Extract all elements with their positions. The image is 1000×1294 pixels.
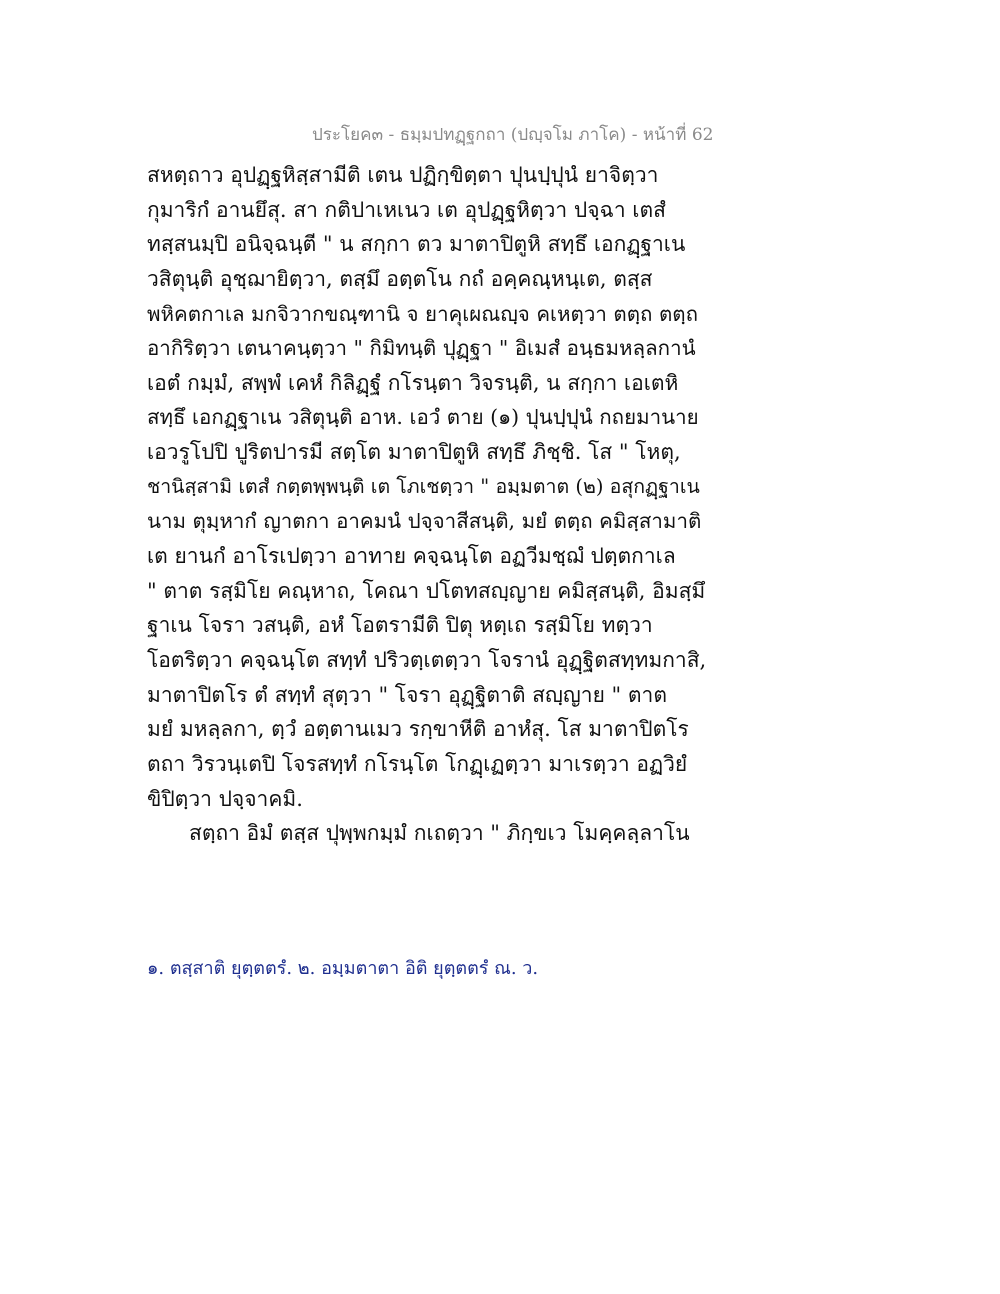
text-line: สหตฺถาว อุปฏฺฐหิสฺสามีติ เตน ปฏิกฺขิตฺตา ปุนปฺปุนํ ยาจิตฺวา: [147, 163, 659, 187]
text-line: สทฺธึ เอกฏฺฐาเน วสิตุนฺติ อาห. เอวํ ตาย (๑) ปุนปฺปุนํ กถยมานาย: [147, 405, 699, 430]
text-line: อากิริตฺวา เตนาคนฺตฺวา " กิมิทนฺติ ปุฏฺฐา " อิเมสํ อนฺธมหลฺลกานํ: [147, 336, 696, 361]
text-line: ทสฺสนมฺปิ อนิจฺฉนฺตี " น สกฺกา ตว มาตาปิตูหิ สทฺธึ เอกฏฺฐาเน: [147, 232, 686, 257]
text-line: " ตาต รสฺมิโย คณฺหาถ, โคณา ปโตทสญฺญาย คมิสฺสนฺติ, อิมสฺมึ: [147, 578, 706, 603]
text-line: เอวรูโปปิ ปูริตปารมี สตฺโต มาตาปิตูหิ สทฺธึ ภิชฺชิ. โส " โหตุ,: [147, 440, 681, 465]
footnote: ๑. ตสฺสาติ ยุตฺตตรํ. ๒. อมฺมตาตา อิติ ยุตฺตตรํ ณ. ว.: [147, 958, 539, 979]
text-line: ฐาเน โจรา วสนฺติ, อหํ โอตรามีติ ปิตุ หตฺเถ รสฺมิโย ทตฺวา: [147, 613, 653, 638]
body-text: [147, 158, 707, 851]
text-line: กุมาริกํ อานยึสุ. สา กติปาเหเนว เต อุปฏฺฐหิตฺวา ปจฺฉา เตสํ: [147, 197, 666, 222]
text-line: ชานิสฺสามิ เตสํ กตฺตพฺพนฺติ เต โภเชตฺวา " อมฺมตาต (๒) อสุกฏฺฐาเน: [147, 474, 700, 498]
text-line: มยํ มหลฺลกา, ตฺวํ อตฺตานเมว รกฺขาหีติ อาหํสุ. โส มาตาปิตโร: [147, 717, 689, 742]
text-line: วสิตุนฺติ อุชฺฌายิตฺวา, ตสฺมึ อตฺตโน กถํ อคฺคณฺหนฺเต, ตสฺส: [147, 266, 653, 291]
text-line: โอตริตฺวา คจฺฉนฺโต สทฺทํ ปริวตฺเตตฺวา โจรานํ อุฏฺฐิตสทฺทมกาสิ,: [147, 647, 707, 672]
text-line: พหิคตกาเล มกจิวากขณฺฑานิ จ ยาคุเผณญฺจ คเหตฺวา ตตฺถ ตตฺถ: [147, 301, 698, 326]
text-line: ขิปิตฺวา ปจฺจาคมิ.: [147, 786, 303, 811]
text-line: เต ยานกํ อาโรเปตฺวา อาทาย คจฺฉนฺโต อฏวีมชฺฌํ ปตฺตกาเล: [147, 544, 676, 569]
text-line: ตถา วิรวนฺเตปิ โจรสทฺทํ กโรนฺโต โกฏฺเฏตฺวา มาเรตฺวา อฏวิยํ: [147, 751, 688, 776]
text-line: มาตาปิตโร ตํ สทฺทํ สุตฺวา " โจรา อุฏฺฐิตาติ สญฺญาย " ตาต: [147, 682, 667, 707]
page-header: ประโยค๓ - ธมฺมปทฏฺฐกถา (ปญฺจโม ภาโค) - หน้าที่ 62: [312, 125, 714, 145]
paragraph-start-line: สตฺถา อิมํ ตสฺส ปุพฺพกมฺมํ กเถตฺวา " ภิกฺขเว โมคฺคลฺลาโน: [189, 821, 690, 846]
text-line: เอตํ กมฺมํ, สพฺพํ เคหํ กิลิฏฺฐํ กโรนฺตา วิจรนฺติ, น สกฺกา เอเตหิ: [147, 370, 679, 395]
text-line: นาม ตุมฺหากํ ญาตกา อาคมนํ ปจฺจาสีสนฺติ, มยํ ตตฺถ คมิสฺสามาติ: [147, 509, 702, 534]
